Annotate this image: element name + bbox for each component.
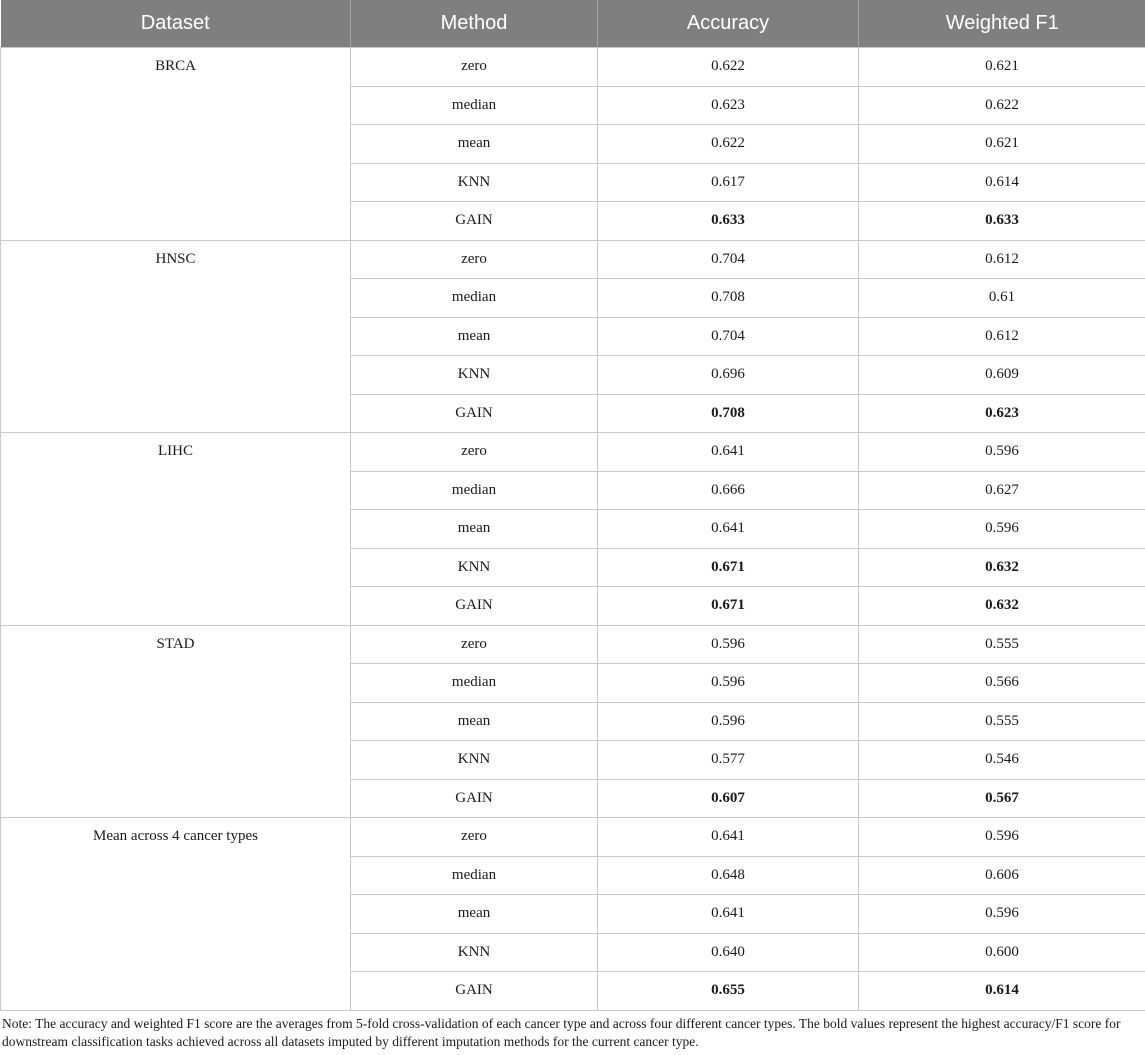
accuracy-cell: 0.640 [598, 933, 859, 972]
accuracy-cell: 0.641 [598, 433, 859, 472]
header-dataset: Dataset [1, 0, 351, 48]
dataset-cell: BRCA [1, 48, 351, 241]
weighted-f1-cell: 0.632 [859, 548, 1145, 587]
weighted-f1-cell: 0.609 [859, 356, 1145, 395]
method-cell: mean [351, 895, 598, 934]
accuracy-cell: 0.641 [598, 818, 859, 857]
table-note: Note: The accuracy and weighted F1 score are the averages from 5-fold cross-validation of each cancer type and across four different cancer types. The bold values represent the highest accuracy/F1 score for downstream classification tasks achieved across all datasets imputed by different imputation methods for the current cancer type. [2, 1016, 1121, 1049]
weighted-f1-cell: 0.614 [859, 163, 1145, 202]
method-cell: KNN [351, 163, 598, 202]
method-cell: zero [351, 625, 598, 664]
header-accuracy: Accuracy [598, 0, 859, 48]
method-cell: median [351, 86, 598, 125]
method-cell: zero [351, 433, 598, 472]
accuracy-cell: 0.708 [598, 279, 859, 318]
weighted-f1-cell: 0.633 [859, 202, 1145, 241]
accuracy-cell: 0.623 [598, 86, 859, 125]
accuracy-cell: 0.704 [598, 240, 859, 279]
method-cell: median [351, 471, 598, 510]
accuracy-cell: 0.622 [598, 48, 859, 87]
weighted-f1-cell: 0.596 [859, 895, 1145, 934]
weighted-f1-cell: 0.612 [859, 317, 1145, 356]
method-cell: zero [351, 818, 598, 857]
accuracy-cell: 0.617 [598, 163, 859, 202]
weighted-f1-cell: 0.621 [859, 48, 1145, 87]
accuracy-cell: 0.633 [598, 202, 859, 241]
method-cell: KNN [351, 356, 598, 395]
table-row [1, 625, 1145, 664]
accuracy-cell: 0.641 [598, 895, 859, 934]
accuracy-cell: 0.671 [598, 587, 859, 626]
accuracy-cell: 0.622 [598, 125, 859, 164]
table-row [1, 48, 1145, 87]
method-cell: mean [351, 125, 598, 164]
method-cell: GAIN [351, 587, 598, 626]
accuracy-cell: 0.708 [598, 394, 859, 433]
accuracy-cell: 0.655 [598, 972, 859, 1011]
header-row [1, 0, 1145, 48]
accuracy-cell: 0.666 [598, 471, 859, 510]
weighted-f1-cell: 0.596 [859, 433, 1145, 472]
accuracy-cell: 0.704 [598, 317, 859, 356]
accuracy-cell: 0.671 [598, 548, 859, 587]
method-cell: KNN [351, 741, 598, 780]
dataset-cell: STAD [1, 625, 351, 818]
method-cell: zero [351, 48, 598, 87]
accuracy-cell: 0.696 [598, 356, 859, 395]
method-cell: mean [351, 510, 598, 549]
dataset-cell: Mean across 4 cancer types [1, 818, 351, 1011]
table-row [1, 433, 1145, 472]
method-cell: mean [351, 317, 598, 356]
dataset-cell: LIHC [1, 433, 351, 626]
method-cell: mean [351, 702, 598, 741]
weighted-f1-cell: 0.623 [859, 394, 1145, 433]
accuracy-cell: 0.577 [598, 741, 859, 780]
accuracy-cell: 0.596 [598, 625, 859, 664]
header-weighted-f1: Weighted F1 [859, 0, 1145, 48]
method-cell: KNN [351, 933, 598, 972]
weighted-f1-cell: 0.612 [859, 240, 1145, 279]
method-cell: GAIN [351, 394, 598, 433]
accuracy-cell: 0.648 [598, 856, 859, 895]
method-cell: GAIN [351, 779, 598, 818]
method-cell: median [351, 856, 598, 895]
weighted-f1-cell: 0.546 [859, 741, 1145, 780]
weighted-f1-cell: 0.555 [859, 702, 1145, 741]
weighted-f1-cell: 0.622 [859, 86, 1145, 125]
accuracy-cell: 0.641 [598, 510, 859, 549]
weighted-f1-cell: 0.596 [859, 818, 1145, 857]
weighted-f1-cell: 0.627 [859, 471, 1145, 510]
weighted-f1-cell: 0.596 [859, 510, 1145, 549]
method-cell: KNN [351, 548, 598, 587]
accuracy-cell: 0.596 [598, 664, 859, 703]
weighted-f1-cell: 0.621 [859, 125, 1145, 164]
weighted-f1-cell: 0.567 [859, 779, 1145, 818]
method-cell: median [351, 664, 598, 703]
weighted-f1-cell: 0.614 [859, 972, 1145, 1011]
accuracy-cell: 0.596 [598, 702, 859, 741]
method-cell: GAIN [351, 972, 598, 1011]
method-cell: median [351, 279, 598, 318]
dataset-cell: HNSC [1, 240, 351, 433]
method-cell: zero [351, 240, 598, 279]
table-row [1, 818, 1145, 857]
weighted-f1-cell: 0.632 [859, 587, 1145, 626]
header-method: Method [351, 0, 598, 48]
weighted-f1-cell: 0.606 [859, 856, 1145, 895]
table-row [1, 240, 1145, 279]
weighted-f1-cell: 0.61 [859, 279, 1145, 318]
method-cell: GAIN [351, 202, 598, 241]
table-body [1, 48, 1145, 1011]
weighted-f1-cell: 0.600 [859, 933, 1145, 972]
accuracy-cell: 0.607 [598, 779, 859, 818]
weighted-f1-cell: 0.555 [859, 625, 1145, 664]
weighted-f1-cell: 0.566 [859, 664, 1145, 703]
